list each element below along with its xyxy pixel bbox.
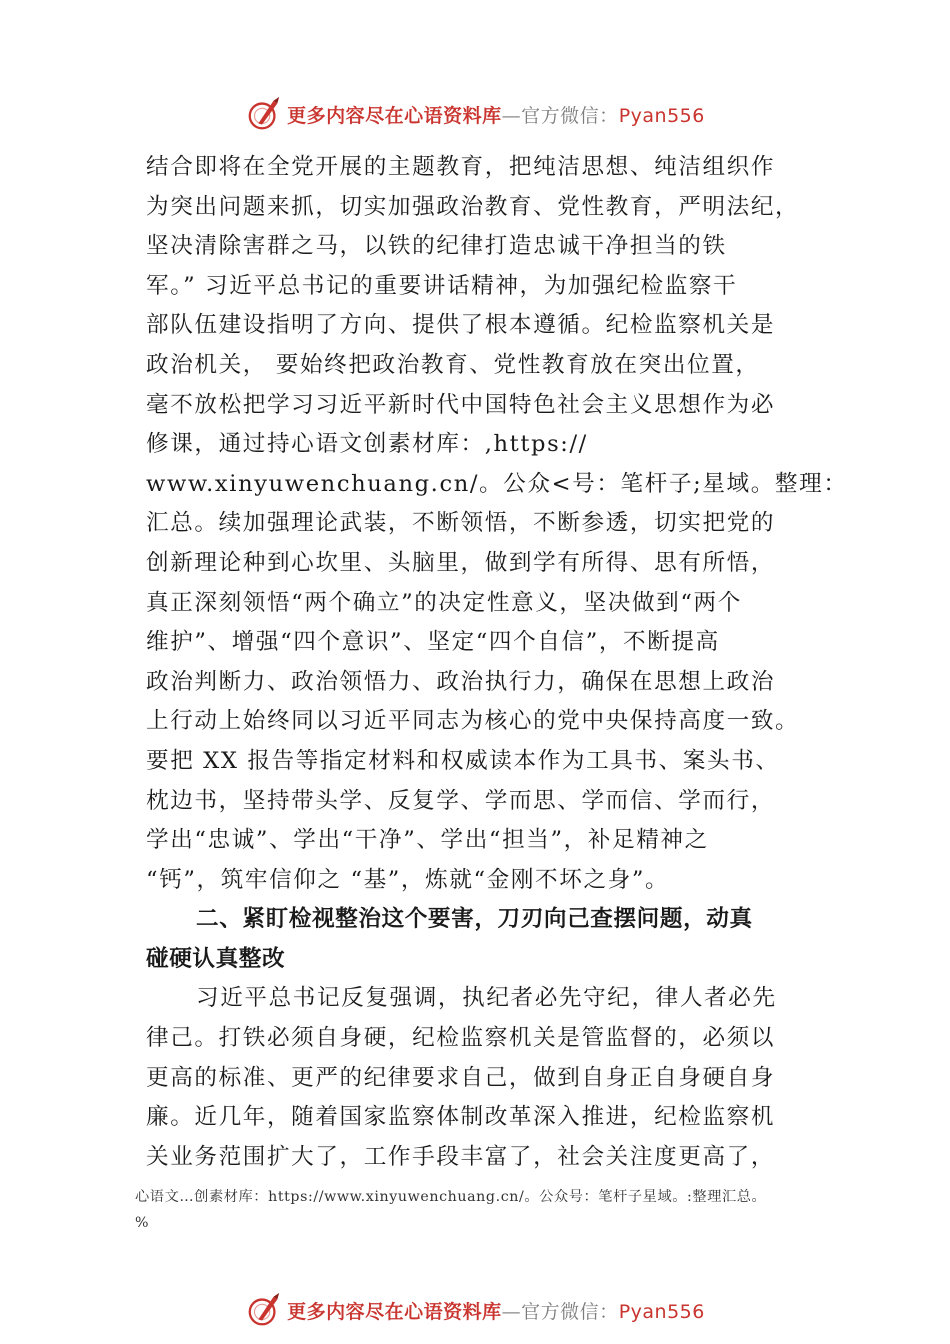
body-text-line: 真正深刻领悟“两个确立”的决定性意义，坚决做到“两个 — [146, 589, 742, 616]
body-text-line: 要把 XX 报告等指定材料和权威读本作为工具书、案头书、 — [146, 747, 780, 774]
document-body — [146, 148, 848, 1177]
body-text-line: 军。” 习近平总书记的重要讲话精神，为加强纪检监察干 — [146, 272, 738, 299]
section-heading-line: 二、紧盯检视整治这个要害，刀刃向己查摆问题，动真 — [196, 906, 753, 933]
body-text-line: 政治判断力、政治领悟力、政治执行力，确保在思想上政治 — [146, 668, 776, 695]
footer-percent: % — [135, 1215, 150, 1231]
body-text-line: 关业务范围扩大了，工作手段丰富了，社会关注度更高了， — [146, 1143, 776, 1170]
body-text-line: 创新理论种到心坎里、头脑里，做到学有所得、思有所悟， — [146, 549, 776, 576]
footer-source-line: 心语文…创素材库：https://www.xinyuwenchuang.cn/。公众号：笔杆子星域。:整理汇总。 — [135, 1189, 767, 1205]
banner-text — [287, 101, 705, 128]
body-text-line: 律己。打铁必须自身硬，纪检监察机关是管监督的，必须以 — [146, 1025, 776, 1052]
body-text-line: www.xinyuwenchuang.cn/。公众<号：笔杆子;星域。整理： — [146, 470, 848, 497]
body-text-line: 维护”、增强“四个意识”、坚定“四个自信”，不断提高 — [146, 629, 720, 656]
body-text-line: 上行动上始终同以习近平同志为核心的党中央保持高度一致。 — [146, 708, 800, 735]
header-banner — [0, 94, 950, 134]
body-text-line: 毫不放松把学习习近平新时代中国特色社会主义思想作为必 — [146, 391, 776, 418]
banner-dash: — — [501, 1300, 522, 1323]
body-text-line: 廉。近几年，随着国家监察体制改革深入推进，纪检监察机 — [146, 1104, 776, 1131]
body-text-line: 政治机关， 要始终把政治教育、党性教育放在突出位置， — [146, 351, 760, 378]
body-text-line: “钙”，筑牢信仰之 “基”，炼就“金刚不坏之身”。 — [146, 866, 670, 893]
body-text-line: 汇总。续加强理论武装，不断领悟，不断参透，切实把党的 — [146, 510, 776, 537]
body-text-line: 习近平总书记反复强调，执纪者必先守纪，律人者必先 — [196, 985, 777, 1012]
banner-wechat-label: 官方微信： — [521, 104, 619, 127]
body-text-line: 修课，通过持心语文创素材库：,https:// — [146, 431, 588, 458]
section-heading-line: 碰硬认真整改 — [146, 945, 286, 972]
quill-pen-logo-icon — [245, 1291, 283, 1329]
banner-text — [287, 1297, 705, 1324]
body-text-line: 坚决清除害群之马，以铁的纪律打造忠诚干净担当的铁 — [146, 233, 727, 260]
body-text-line: 为突出问题来抓，切实加强政治教育、党性教育，严明法纪， — [146, 193, 800, 220]
banner-dash: — — [501, 104, 522, 127]
banner-title: 更多内容尽在心语资料库 — [287, 104, 502, 127]
body-text-line: 学出“忠诚”、学出“干净”、学出“担当”，补足精神之 — [146, 827, 709, 854]
banner-title: 更多内容尽在心语资料库 — [287, 1300, 502, 1323]
banner-wechat-label: 官方微信： — [521, 1300, 619, 1323]
body-text-line: 更高的标准、更严的纪律要求自己，做到自身正自身硬自身 — [146, 1064, 776, 1091]
footer-banner — [0, 1290, 950, 1330]
body-text-line: 结合即将在全党开展的主题教育，把纯洁思想、纯洁组织作 — [146, 154, 776, 180]
page-footer — [135, 1186, 875, 1234]
banner-wechat-id: Pyan556 — [618, 1300, 705, 1323]
quill-pen-logo-icon — [245, 95, 283, 133]
body-text-line: 部队伍建设指明了方向、提供了根本遵循。纪检监察机关是 — [146, 312, 776, 339]
banner-wechat-id: Pyan556 — [618, 104, 705, 127]
body-text-line: 枕边书，坚持带头学、反复学、学而思、学而信、学而行， — [146, 787, 776, 814]
